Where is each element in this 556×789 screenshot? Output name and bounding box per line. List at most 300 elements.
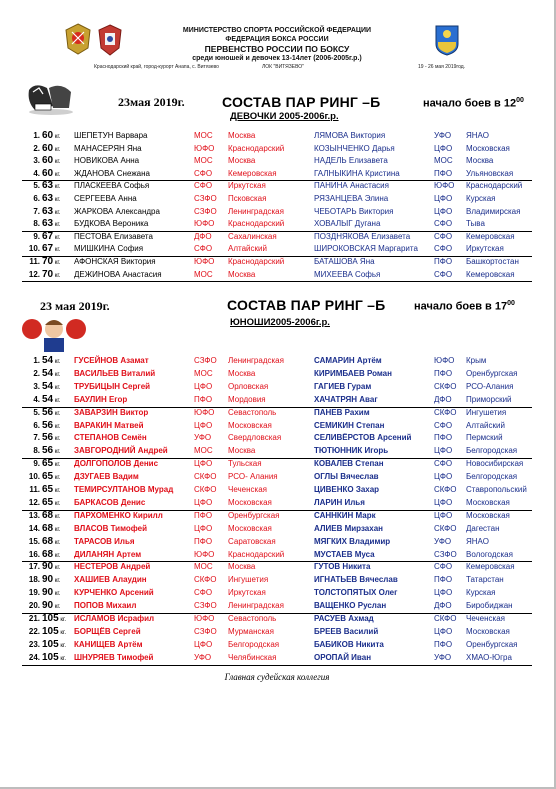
blue-corner-region: Пермский [466, 433, 503, 443]
weight-unit: кг. [53, 578, 61, 585]
weight-class [42, 549, 61, 562]
blue-corner-name: ТОЛСТОПЯТЫХ Олег [314, 588, 398, 598]
red-corner-name: БУДКОВА Вероника [74, 219, 149, 229]
pair-number: 23. [28, 639, 40, 649]
weight-unit: кг. [53, 146, 61, 153]
blue-corner-district: ПФО [434, 433, 453, 443]
pair-row [22, 394, 532, 406]
red-corner-name: СЕРГЕЕВА Анна [74, 194, 137, 203]
weight-unit: кг. [53, 423, 61, 430]
blue-corner-name: ОГЛЫ Вячеслав [314, 472, 379, 482]
blue-corner-region: Белгородская [466, 472, 518, 482]
red-corner-region: Краснодарский [228, 143, 285, 153]
pair-number: 3. [33, 381, 40, 391]
blue-corner-region: Московская [466, 510, 510, 520]
blue-corner-district: СФО [434, 231, 453, 241]
weight-unit: кг. [53, 552, 61, 559]
weight-value: 70 [42, 256, 54, 267]
weight-class [42, 130, 61, 143]
blue-corner-district: СФО [434, 562, 453, 572]
weight-value: 67 [42, 230, 54, 242]
red-corner-name: ПОПОВ Михаил [74, 601, 137, 611]
weight-unit: кг. [53, 565, 61, 572]
weight-class [42, 510, 61, 523]
weight-class [42, 484, 61, 497]
pair-row [22, 231, 532, 243]
pair-row [22, 536, 532, 548]
pair-row [22, 458, 532, 470]
blue-corner-district: ПФО [434, 257, 453, 266]
blue-corner-district: ДФО [434, 601, 452, 611]
red-corner-region: Москва [228, 562, 256, 572]
girls-pairs-table [22, 130, 532, 282]
blue-corner-region: Ставропольский [466, 485, 527, 494]
red-corner-district: ПФО [194, 510, 213, 520]
pair-number: 6. [33, 420, 40, 430]
blue-corner-region: Приморский [466, 394, 512, 404]
weight-unit: кг. [53, 462, 61, 469]
boys-start-text: начало боев в 17 [414, 300, 508, 313]
red-corner-name: ГУСЕЙНОВ Азамат [74, 356, 149, 365]
weight-unit: кг. [53, 371, 61, 378]
red-corner-name: ПАРХОМЕНКО Кирилл [74, 510, 163, 520]
blue-corner-name: ЛАРИН Илья [314, 497, 365, 507]
pair-row [22, 218, 532, 230]
red-corner-district: ЦФО [194, 497, 213, 507]
blue-corner-district: ЦФО [434, 510, 453, 520]
red-corner-district: СКФО [194, 575, 217, 585]
weight-value: 68 [42, 522, 54, 534]
weight-value: 60 [42, 130, 54, 141]
weight-class [42, 218, 61, 231]
weight-unit: кг. [53, 197, 61, 203]
weight-value: 68 [42, 509, 54, 521]
pair-number: 10. [28, 244, 40, 254]
red-corner-district: ЦФО [194, 381, 213, 391]
blue-corner-region: Краснодарский [466, 181, 523, 191]
weight-value: 54 [42, 393, 54, 405]
header-championship: ПЕРВЕНСТВО РОССИИ ПО БОКСУ [204, 44, 350, 54]
pair-number: 17. [28, 562, 40, 572]
red-corner-district: ЮФО [194, 257, 215, 266]
pair-number: 12. [28, 497, 40, 507]
red-corner-name: БОРЩЁВ Сергей [74, 626, 141, 636]
pair-number: 16. [28, 549, 40, 559]
blue-corner-region: Кемеровская [466, 231, 515, 241]
pair-number: 6. [33, 194, 40, 203]
pair-row [22, 510, 532, 522]
weight-class [42, 155, 61, 168]
weight-class [42, 574, 61, 587]
weight-class [42, 368, 61, 381]
pair-row [22, 639, 532, 651]
weight-unit: кг. [53, 397, 61, 404]
blue-corner-district: ПФО [434, 639, 453, 649]
red-corner-district: МОС [194, 562, 213, 572]
weight-value: 67 [42, 243, 54, 255]
red-corner-region: Московская [228, 420, 272, 430]
blue-corner-region: Владимирская [466, 206, 521, 216]
pair-number: 9. [33, 459, 40, 469]
red-corner-district: УФО [194, 652, 212, 662]
red-corner-name: НЕСТЕРОВ Андрей [74, 562, 151, 572]
blue-corner-district: ЮФО [434, 356, 455, 365]
pair-row [22, 626, 532, 638]
blue-corner-district: ЦФО [434, 143, 453, 153]
weight-class [42, 394, 61, 407]
weight-value: 65 [42, 458, 54, 470]
red-corner-district: СЗФО [194, 601, 217, 611]
red-corner-name: ДЕЖИНОВА Анастасия [74, 269, 162, 279]
weight-value: 60 [42, 142, 54, 154]
red-corner-district: СФО [194, 244, 213, 254]
weight-unit: кг. [58, 655, 67, 662]
weight-value: 60 [42, 167, 54, 179]
weight-unit: кг. [53, 184, 61, 191]
weight-value: 63 [42, 180, 54, 192]
red-corner-name: ХАШИЕВ Алаудин [74, 575, 147, 585]
pair-number: 2. [33, 143, 40, 153]
red-corner-region: Иркутская [228, 588, 266, 598]
pair-row [22, 574, 532, 586]
red-corner-district: МОС [194, 446, 213, 456]
blue-corner-region: Дагестан [466, 523, 500, 533]
red-corner-name: БАУЛИН Егор [74, 394, 128, 404]
red-corner-region: Ленинградская [228, 206, 284, 216]
header-place: Краснодарский край, город-курорт Анапа, с. Витязево [94, 64, 219, 70]
red-corner-name: ДИЛАНЯН Артем [74, 549, 142, 559]
weight-class [42, 445, 61, 458]
blue-corner-region: Курская [466, 194, 496, 203]
pair-row [22, 206, 532, 218]
red-corner-district: МОС [194, 269, 213, 279]
weight-unit: кг. [53, 384, 61, 391]
blue-corner-name: ВАЩЕНКО Руслан [314, 601, 387, 611]
weight-class [42, 639, 66, 652]
pair-row [22, 368, 532, 380]
girls-subtitle: ДЕВОЧКИ 2005-2006г.р. [230, 111, 339, 122]
blue-corner-region: Белгородская [466, 446, 518, 456]
pair-row [22, 269, 532, 281]
weight-value: 105 [42, 613, 59, 624]
red-corner-name: ПЕСТОВА Елизавета [74, 231, 153, 241]
red-corner-name: КУРЧЕНКО Арсений [74, 588, 154, 598]
pair-number: 24. [28, 652, 40, 662]
pair-number: 9. [33, 231, 40, 241]
red-corner-name: ШЕПЕТУН Варвара [74, 131, 148, 140]
blue-corner-district: ЦФО [434, 206, 453, 216]
pair-row [22, 420, 532, 432]
girls-start-time [423, 97, 524, 110]
weight-unit: кг. [53, 247, 61, 254]
weight-unit: кг. [58, 629, 67, 636]
weight-unit: кг. [53, 134, 61, 140]
weight-unit: кг. [53, 526, 61, 533]
red-corner-region: Москва [228, 156, 256, 166]
pair-row [22, 256, 532, 268]
weight-value: 63 [42, 193, 54, 204]
blue-corner-district: УФО [434, 131, 452, 140]
weight-value: 56 [42, 419, 54, 431]
blue-corner-name: СЕМИКИН Степан [314, 420, 385, 430]
weight-value: 65 [42, 471, 54, 483]
weight-unit: кг. [53, 591, 61, 598]
blue-corner-region: Башкортостан [466, 257, 519, 266]
pair-row [22, 549, 532, 561]
weight-value: 68 [42, 535, 54, 547]
red-corner-district: МОС [194, 156, 213, 166]
red-corner-name: ВАСИЛЬЕВ Виталий [74, 368, 156, 378]
pair-number: 5. [33, 407, 40, 417]
pair-row [22, 471, 532, 483]
pair-number: 15. [28, 536, 40, 546]
weight-class [42, 193, 61, 206]
red-corner-name: ТРУБИЦЫН Сергей [74, 381, 151, 391]
weight-class [42, 168, 61, 181]
blue-corner-name: ЛЯМОВА Виктория [314, 131, 386, 140]
pair-row [22, 613, 532, 625]
red-corner-name: ЗАВГОРОДНИЙ Андрей [74, 446, 168, 456]
pair-number: 8. [33, 219, 40, 229]
red-corner-region: Чеченская [228, 485, 268, 494]
blue-corner-region: Биробиджан [466, 601, 513, 611]
pair-number: 18. [28, 575, 40, 585]
pair-number: 7. [33, 206, 40, 216]
weight-value: 90 [42, 587, 54, 599]
blue-corner-district: СКФО [434, 485, 457, 494]
blue-corner-district: ПФО [434, 368, 453, 378]
pair-row [22, 561, 532, 573]
blue-corner-region: Московская [466, 143, 510, 153]
pair-row [22, 180, 532, 192]
red-corner-name: ТЕМИРСУЛТАНОВ Мурад [74, 485, 174, 494]
red-corner-region: Ингушетия [228, 575, 269, 585]
blue-corner-region: Кемеровская [466, 269, 515, 279]
blue-corner-name: БАБИКОВ Никита [314, 639, 384, 649]
blue-corner-district: ЦФО [434, 497, 453, 507]
blue-corner-region: Ульяновская [466, 168, 514, 178]
boys-title: СОСТАВ ПАР РИНГ –Б [227, 297, 386, 313]
weight-group-divider [22, 281, 532, 282]
header-venue: ЛОК "ВИТЯЗЕВО" [262, 64, 304, 70]
red-corner-region: Оренбургская [228, 510, 280, 520]
weight-class [42, 561, 61, 574]
weight-class [42, 497, 61, 510]
blue-corner-district: СФО [434, 244, 453, 254]
weight-class [42, 523, 61, 536]
red-corner-district: ЦФО [194, 459, 213, 469]
weight-unit: кг. [53, 410, 61, 417]
weight-value: 90 [42, 561, 54, 573]
red-corner-district: СЗФО [194, 194, 217, 203]
blue-corner-region: Оренбургская [466, 639, 518, 649]
weight-unit: кг. [53, 475, 61, 482]
blue-corner-region: Вологодская [466, 549, 513, 559]
blue-corner-name: ЧЕБОТАРЬ Виктория [314, 206, 394, 216]
pair-row [22, 523, 532, 535]
weight-class [42, 231, 61, 244]
pair-number: 1. [33, 131, 40, 140]
header-ministry: МИНИСТЕРСТВО СПОРТА РОССИЙСКОЙ ФЕДЕРАЦИИ [182, 27, 372, 34]
pair-row [22, 407, 532, 419]
pair-number: 1. [33, 356, 40, 365]
weight-class [42, 471, 61, 484]
weight-class [42, 652, 66, 665]
blue-corner-name: САМАРИН Артём [314, 356, 382, 365]
pair-number: 13. [28, 510, 40, 520]
weight-class [42, 206, 61, 219]
blue-corner-district: ЮФО [434, 181, 455, 191]
blue-corner-district: ПФО [434, 575, 453, 585]
blue-corner-name: СЕЛИВЁРСТОВ Арсений [314, 433, 412, 443]
red-corner-district: ЮФО [194, 219, 215, 229]
pair-row [22, 600, 532, 612]
blue-corner-district: ЦФО [434, 472, 453, 482]
blue-corner-district: СФО [434, 219, 453, 229]
pair-number: 10. [28, 472, 40, 482]
red-corner-name: ШНУРЯЕВ Тимофей [74, 652, 154, 662]
red-corner-region: Севастополь [228, 407, 277, 417]
blue-corner-region: Курская [466, 588, 496, 598]
blue-corner-district: СКФО [434, 614, 457, 623]
weight-group-divider [22, 665, 532, 666]
red-corner-district: ЦФО [194, 639, 213, 649]
boxing-gloves-icon [21, 80, 81, 116]
red-corner-name: ЗАВАРЗИН Виктор [74, 407, 149, 417]
blue-corner-name: КОВАЛЕВ Степан [314, 459, 384, 469]
weight-unit: кг. [53, 234, 61, 241]
weight-value: 65 [42, 496, 54, 508]
red-corner-district: МОС [194, 368, 213, 378]
blue-corner-name: БРЕЕВ Василий [314, 626, 379, 636]
pair-row [22, 193, 532, 205]
pair-row [22, 355, 532, 367]
girls-date: 23мая 2019г. [118, 95, 185, 109]
weight-class [42, 420, 61, 433]
pair-number: 4. [33, 394, 40, 404]
blue-corner-district: УФО [434, 652, 452, 662]
blue-corner-district: СФО [434, 269, 453, 279]
weight-class [42, 143, 61, 156]
red-corner-name: БАРКАСОВ Денис [74, 497, 146, 507]
blue-corner-region: ЯНАО [466, 131, 489, 140]
blue-corner-district: МОС [434, 156, 453, 166]
blue-corner-name: МЯГКИХ Владимир [314, 536, 391, 546]
blue-corner-district: УФО [434, 536, 452, 546]
red-corner-name: АФОНСКАЯ Виктория [74, 257, 156, 266]
pair-row [22, 652, 532, 664]
boys-start-minutes: 00 [507, 300, 515, 307]
red-corner-region: Ленинградская [228, 601, 284, 611]
weight-class [42, 536, 61, 549]
red-corner-district: МОС [194, 131, 213, 140]
pair-number: 4. [33, 168, 40, 178]
blue-corner-region: ЯНАО [466, 536, 489, 546]
red-corner-region: Орловская [228, 381, 269, 391]
blue-corner-region: Оренбургская [466, 368, 518, 378]
pair-number: 7. [33, 433, 40, 443]
blue-corner-district: ЦФО [434, 626, 453, 636]
red-corner-name: ВАРАКИН Матвей [74, 420, 144, 430]
girls-title: СОСТАВ ПАР РИНГ –Б [222, 94, 381, 110]
pair-row [22, 587, 532, 599]
blue-corner-name: ГУТОВ Никита [314, 562, 371, 572]
weight-value: 60 [42, 155, 54, 167]
red-corner-region: Свердловская [228, 433, 282, 443]
pair-row [22, 432, 532, 444]
red-corner-region: Белгородская [228, 639, 280, 649]
blue-corner-region: Ингушетия [466, 407, 507, 417]
red-corner-name: ЖАРКОВА Александра [74, 206, 160, 216]
weight-class [42, 407, 61, 420]
red-corner-district: ЮФО [194, 614, 215, 623]
blue-corner-district: СЗФО [434, 549, 457, 559]
blue-corner-region: Тыва [466, 219, 485, 229]
blue-corner-name: САННКИН Марк [314, 510, 376, 520]
red-corner-name: МИШКИНА София [74, 244, 144, 254]
pair-row [22, 381, 532, 393]
blue-corner-region: Кемеровская [466, 562, 515, 572]
weight-unit: кг. [58, 642, 67, 649]
red-corner-region: Алтайский [228, 244, 267, 254]
blue-corner-name: РЯЗАНЦЕВА Элина [314, 194, 389, 203]
red-corner-region: Челябинская [228, 652, 277, 662]
blue-corner-region: Новосибирская [466, 459, 524, 469]
red-corner-district: ПФО [194, 394, 213, 404]
red-corner-district: СЗФО [194, 356, 217, 365]
weight-unit: кг. [53, 488, 61, 494]
weight-value: 105 [42, 638, 59, 650]
red-corner-region: Москва [228, 131, 256, 140]
weight-value: 56 [42, 406, 54, 418]
weight-unit: кг. [53, 539, 61, 546]
red-corner-district: ЦФО [194, 523, 213, 533]
weight-unit: кг. [53, 604, 61, 611]
red-corner-district: УФО [194, 433, 212, 443]
red-corner-region: Сахалинская [228, 231, 277, 241]
blue-corner-name: ИГНАТЬЕВ Вячеслав [314, 575, 398, 585]
red-corner-name: МАНАСЕРЯН Яна [74, 143, 142, 153]
blue-corner-name: ХОВАЛЫГ Дугана [314, 219, 381, 229]
pair-number: 2. [33, 368, 40, 378]
blue-corner-district: ЦФО [434, 446, 453, 456]
weight-value: 105 [42, 651, 59, 663]
red-corner-region: Москва [228, 446, 256, 456]
blue-corner-region: РСО-Алания [466, 381, 514, 391]
red-corner-district: СКФО [194, 485, 217, 494]
weight-unit: кг. [53, 209, 61, 216]
red-corner-region: Тульская [228, 459, 262, 469]
pair-number: 8. [33, 446, 40, 456]
weight-value: 90 [42, 574, 54, 586]
pair-row [22, 143, 532, 155]
red-corner-region: Московская [228, 497, 272, 507]
weight-value: 63 [42, 205, 54, 217]
blue-corner-name: ГАГИЕВ Гурам [314, 381, 372, 391]
weight-unit: кг. [53, 222, 61, 229]
weight-unit: кг. [53, 436, 61, 443]
red-corner-region: Мурманская [228, 626, 274, 636]
weight-unit: кг. [53, 513, 61, 520]
red-corner-region: Москва [228, 269, 256, 279]
blue-corner-name: ПАНЕВ Рахим [314, 407, 370, 417]
red-corner-region: Саратовская [228, 536, 276, 546]
blue-corner-district: СКФО [434, 523, 457, 533]
red-corner-name: ВЛАСОВ Тимофей [74, 523, 148, 533]
boys-subtitle: ЮНОШИ2005-2006г.р. [230, 317, 330, 328]
red-corner-name: ДЗУГАЕВ Вадим [74, 472, 139, 482]
weight-class [42, 432, 61, 445]
